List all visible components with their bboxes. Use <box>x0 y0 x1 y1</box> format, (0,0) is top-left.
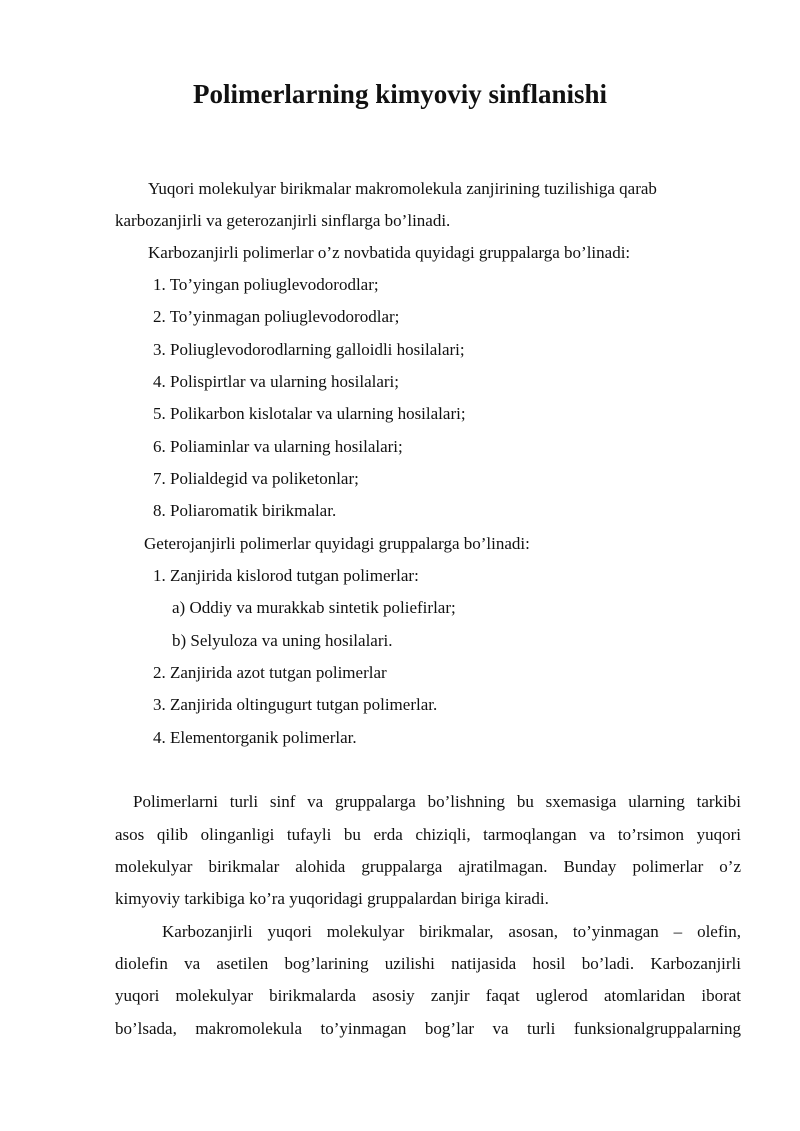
paragraph-2-line-1: Polimerlarni turli sinf va gruppalarga bo’lishning bu sxemasiga ularning tarkibi <box>133 792 741 811</box>
paragraph-3-line-4: bo’lsada, makromolekula to’yinmagan bog’lar va turli funksionalgruppalarning <box>115 1019 741 1038</box>
list-item: 7. Polialdegid va poliketonlar; <box>153 469 359 488</box>
sub-list-item: a) Oddiy va murakkab sintetik poliefirlar; <box>172 598 456 617</box>
list-item: 3. Zanjirida oltingugurt tutgan polimerlar. <box>153 695 438 714</box>
list-item: 2. To’yinmagan poliuglevodorodlar; <box>153 307 400 326</box>
page-title: Polimerlarning kimyoviy sinflanishi <box>192 79 608 109</box>
list-item: 8. Poliaromatik birikmalar. <box>153 501 337 520</box>
paragraph-2-line-4: kimyoviy tarkibiga ko’ra yuqoridagi gruppalardan biriga kiradi. <box>115 889 549 908</box>
sub-list-item: b) Selyuloza va uning hosilalari. <box>172 631 393 650</box>
list-item: 5. Polikarbon kislotalar va ularning hosilalari; <box>153 404 466 423</box>
list-item: 4. Elementorganik polimerlar. <box>153 728 357 747</box>
carbo-heading: Karbozanjirli polimerlar o’z novbatida quyidagi gruppalarga bo’linadi: <box>148 243 631 262</box>
intro-line-2: karbozanjirli va geterozanjirli sinflarga bo’linadi. <box>115 211 451 230</box>
paragraph-2-line-2: asos qilib olinganligi tufayli bu erda chiziqli, tarmoqlangan va to’rsimon yuqori <box>115 825 741 844</box>
paragraph-3-line-1: Karbozanjirli yuqori molekulyar birikmalar, asosan, to’yinmagan – olefin, <box>162 922 741 941</box>
hetero-heading: Geterojanjirli polimerlar quyidagi gruppalarga bo’linadi: <box>144 534 530 553</box>
list-item: 1. Zanjirida kislorod tutgan polimerlar: <box>153 566 419 585</box>
list-item: 6. Poliaminlar va ularning hosilalari; <box>153 437 403 456</box>
paragraph-3-line-2: diolefin va asetilen bog’larining uzilishi natijasida hosil bo’ladi. Karbozanjirli <box>115 954 741 973</box>
intro-line-1: Yuqori molekulyar birikmalar makromolekula zanjirining tuzilishiga qarab <box>148 179 657 198</box>
list-item: 1. To’yingan poliuglevodorodlar; <box>153 275 379 294</box>
paragraph-3-line-3: yuqori molekulyar birikmalarda asosiy zanjir faqat uglerod atomlaridan iborat <box>115 986 741 1005</box>
list-item: 2. Zanjirida azot tutgan polimerlar <box>153 663 387 682</box>
paragraph-2-line-3: molekulyar birikmalar alohida gruppalarga ajratilmagan. Bunday polimerlar o’z <box>115 857 741 876</box>
list-item: 3. Poliuglevodorodlarning galloidli hosilalari; <box>153 340 465 359</box>
list-item: 4. Polispirtlar va ularning hosilalari; <box>153 372 399 391</box>
